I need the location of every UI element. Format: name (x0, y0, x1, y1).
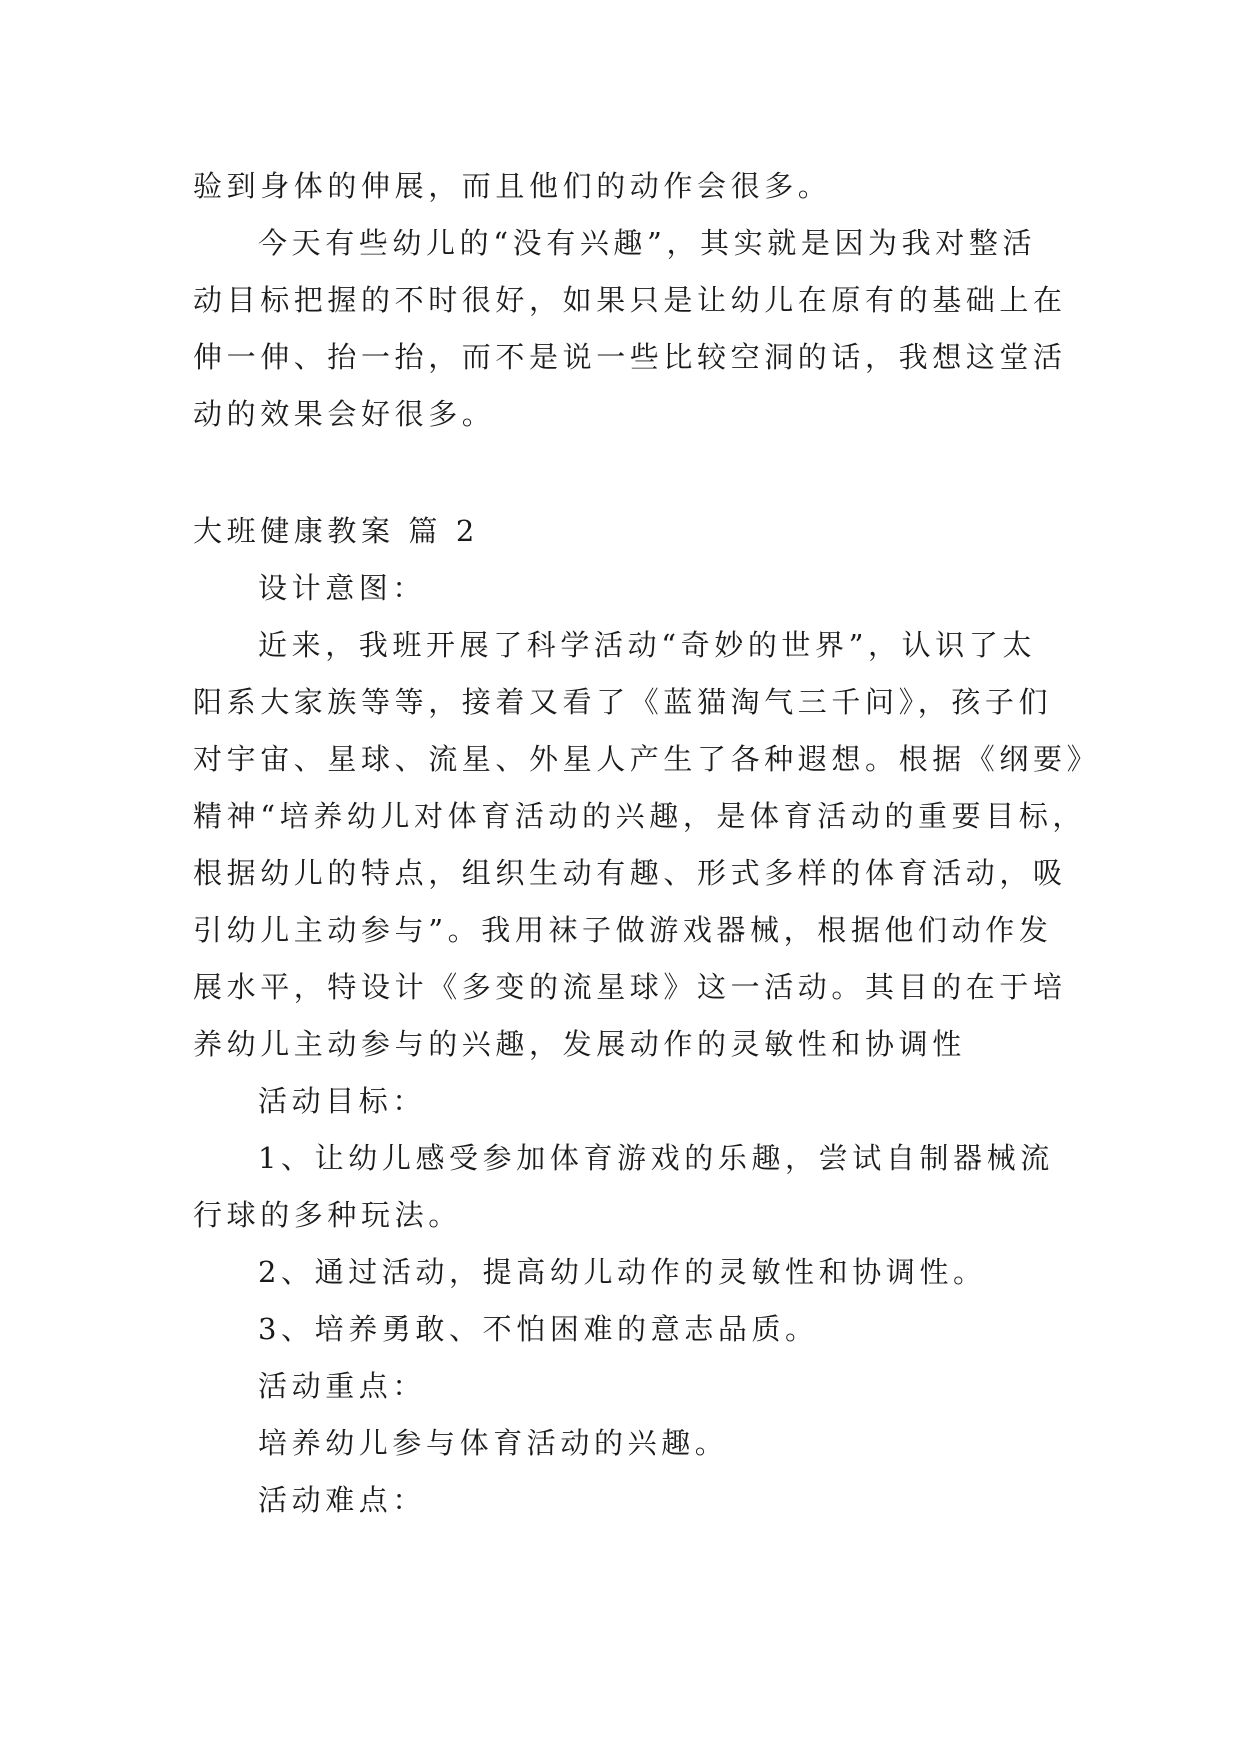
list-item: 3、培养勇敢、不怕困难的意志品质。 (258, 1312, 819, 1346)
subheading: 活动目标： (258, 1084, 427, 1118)
subheading: 活动重点： (258, 1369, 427, 1403)
paragraph-line: 展水平，特设计《多变的流星球》这一活动。其目的在于培 (193, 970, 1067, 1004)
list-item: 1、让幼儿感受参加体育游戏的乐趣，尝试自制器械流 (258, 1141, 1054, 1175)
paragraph-line: 验到身体的伸展，而且他们的动作会很多。 (193, 169, 832, 203)
paragraph-line: 精神“培养幼儿对体育活动的兴趣，是体育活动的重要目标， (193, 799, 1087, 833)
paragraph-line: 伸一伸、抬一抬，而不是说一些比较空洞的话，我想这堂活 (193, 340, 1067, 374)
section-heading: 大班健康教案 篇 2 (193, 514, 479, 548)
paragraph-line: 今天有些幼儿的“没有兴趣”，其实就是因为我对整活 (258, 226, 1037, 260)
paragraph-line: 阳系大家族等等，接着又看了《蓝猫淘气三千问》，孩子们 (193, 685, 1053, 719)
paragraph-line: 根据幼儿的特点，组织生动有趣、形式多样的体育活动，吸 (193, 856, 1067, 890)
paragraph-line: 对宇宙、星球、流星、外星人产生了各种遐想。根据《纲要》 (193, 742, 1101, 776)
paragraph-line: 养幼儿主动参与的兴趣，发展动作的灵敏性和协调性 (193, 1027, 966, 1061)
list-item: 2、通过活动，提高幼儿动作的灵敏性和协调性。 (258, 1255, 987, 1289)
paragraph-line: 近来，我班开展了科学活动“奇妙的世界”，认识了太 (258, 628, 1037, 662)
paragraph-line: 动目标把握的不时很好，如果只是让幼儿在原有的基础上在 (193, 283, 1067, 317)
subheading: 设计意图： (258, 571, 427, 605)
paragraph-line: 动的效果会好很多。 (193, 397, 496, 431)
subheading: 活动难点： (258, 1483, 427, 1517)
paragraph-line: 培养幼儿参与体育活动的兴趣。 (258, 1426, 729, 1460)
list-item-continuation: 行球的多种玩法。 (193, 1198, 462, 1232)
paragraph-line: 引幼儿主动参与”。我用袜子做游戏器械，根据他们动作发 (193, 913, 1053, 947)
